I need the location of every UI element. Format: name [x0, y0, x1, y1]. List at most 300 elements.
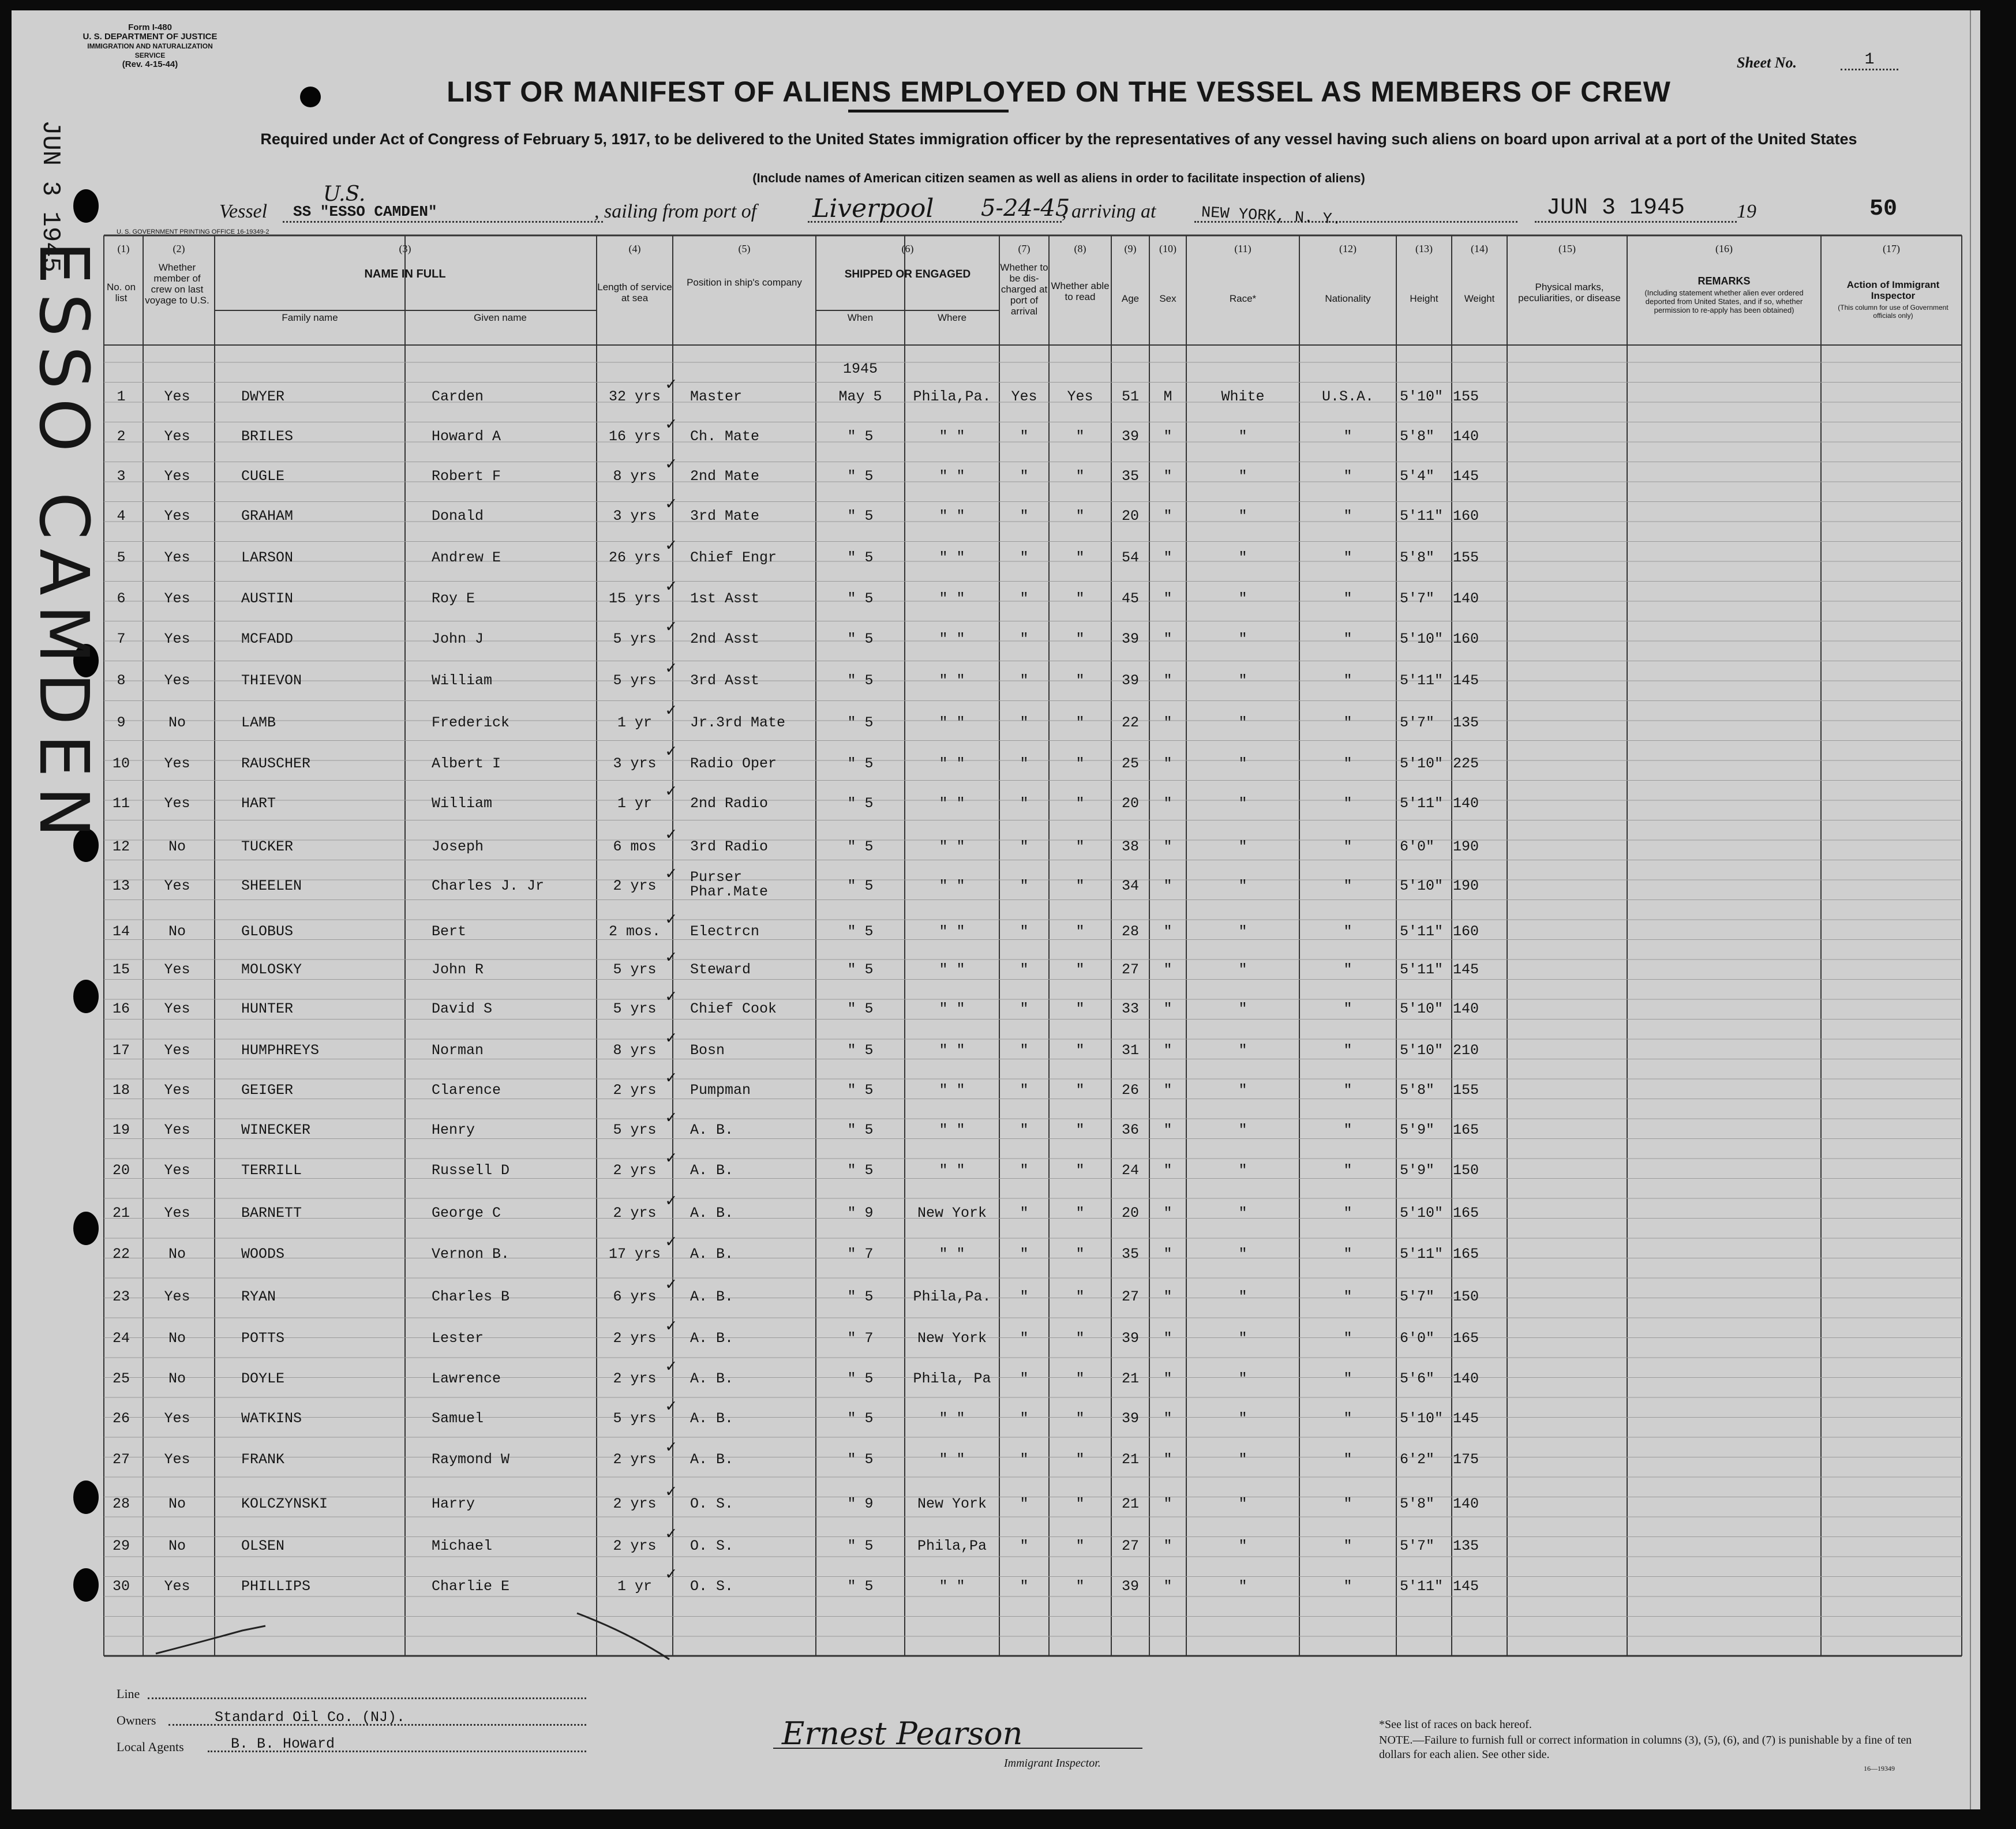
header-inspector-note: (This column for use of Government officials only) — [1838, 303, 1948, 320]
cell-sex: " — [1163, 838, 1172, 855]
cell-no: 11 — [112, 795, 130, 812]
cell-sex: " — [1163, 755, 1172, 772]
cell-race: " — [1238, 1000, 1247, 1017]
check-mark-icon: ✓ — [665, 1069, 677, 1089]
cell-race: " — [1238, 549, 1247, 566]
cell-position: Purser Phar.Mate — [690, 869, 769, 900]
manifest-sheet — [12, 10, 1980, 1809]
cell-service: 3 yrs — [613, 755, 657, 772]
cell-when: " 5 — [847, 961, 874, 978]
cell-when: " 5 — [847, 468, 874, 485]
cell-disch: " — [1020, 1496, 1029, 1512]
cell-sex: " — [1163, 1410, 1172, 1427]
cell-height: 5'11" — [1400, 508, 1444, 524]
cell-weight: 150 — [1453, 1162, 1479, 1179]
cell-race: " — [1238, 1082, 1247, 1099]
cell-age: 21 — [1121, 1496, 1139, 1512]
check-mark-icon: ✓ — [665, 659, 677, 679]
cell-service: 2 yrs — [613, 1082, 657, 1099]
cell-position: A. B. — [690, 1288, 734, 1305]
cell-given: William — [432, 795, 493, 812]
cell-disch: " — [1020, 714, 1029, 731]
cell-race: " — [1238, 1122, 1247, 1138]
cell-where: " " — [939, 1578, 965, 1595]
cell-disch: " — [1020, 468, 1029, 485]
cell-nat: " — [1343, 1538, 1352, 1554]
header-given-name: Given name — [474, 312, 527, 323]
cell-race: " — [1238, 508, 1247, 524]
cell-age: 33 — [1121, 1000, 1139, 1017]
cell-age: 31 — [1121, 1042, 1139, 1059]
cell-nat: " — [1343, 795, 1352, 812]
cell-sex: " — [1163, 1122, 1172, 1138]
cell-sex: " — [1163, 549, 1172, 566]
cell-family: TUCKER — [241, 838, 294, 855]
races-note: *See list of races on back hereof. — [1379, 1718, 1532, 1731]
cell-family: LAMB — [241, 714, 276, 731]
cell-weight: 160 — [1453, 508, 1479, 524]
cell-given: David S — [432, 1000, 493, 1017]
cell-when: " 5 — [847, 795, 874, 812]
cell-nat: " — [1343, 1205, 1352, 1221]
cell-race: " — [1238, 878, 1247, 894]
cell-age: 34 — [1121, 878, 1139, 894]
cell-nat: " — [1343, 631, 1352, 647]
cell-service: 2 yrs — [613, 1538, 657, 1554]
cell-read: Yes — [1067, 388, 1093, 405]
check-mark-icon: ✓ — [665, 782, 677, 802]
cell-disch: " — [1020, 923, 1029, 940]
cell-sex: M — [1163, 388, 1172, 405]
cell-nat: " — [1343, 1082, 1352, 1099]
cell-family: LARSON — [241, 549, 294, 566]
cell-service: 1 yr — [617, 714, 652, 731]
cell-no: 12 — [112, 838, 130, 855]
cell-prev: No — [168, 1370, 186, 1387]
cell-nat: " — [1343, 1246, 1352, 1262]
cell-given: Raymond W — [432, 1451, 510, 1468]
cell-when: " 5 — [847, 1042, 874, 1059]
cell-no: 27 — [112, 1451, 130, 1468]
cell-where: " " — [939, 631, 965, 647]
cell-service: 2 yrs — [613, 1451, 657, 1468]
cell-family: TERRILL — [241, 1162, 302, 1179]
cell-disch: " — [1020, 428, 1029, 445]
cell-no: 25 — [112, 1370, 130, 1387]
cell-age: 39 — [1121, 672, 1139, 689]
cell-family: DOYLE — [241, 1370, 285, 1387]
cell-family: DWYER — [241, 388, 285, 405]
cell-height: 5'7" — [1400, 1288, 1435, 1305]
cell-service: 1 yr — [617, 795, 652, 812]
cell-prev: Yes — [164, 590, 190, 607]
sailing-label: , sailing from port of — [594, 201, 757, 222]
check-mark-icon: ✓ — [665, 1276, 677, 1295]
column-number: (1) — [117, 243, 130, 254]
cell-weight: 160 — [1453, 923, 1479, 940]
cell-disch: " — [1020, 961, 1029, 978]
cell-age: 39 — [1121, 631, 1139, 647]
cell-service: 17 yrs — [608, 1246, 661, 1262]
check-mark-icon: ✓ — [665, 1192, 677, 1212]
cell-height: 5'8" — [1400, 1496, 1435, 1512]
cell-no: 30 — [112, 1578, 130, 1595]
cell-family: AUSTIN — [241, 590, 294, 607]
cell-height: 5'10" — [1400, 1042, 1444, 1059]
cell-weight: 145 — [1453, 1410, 1479, 1427]
cell-height: 5'10" — [1400, 755, 1444, 772]
cell-when: " 5 — [847, 1578, 874, 1595]
cell-sex: " — [1163, 1000, 1172, 1017]
cell-position: A. B. — [690, 1330, 734, 1347]
cell-race: " — [1238, 923, 1247, 940]
cell-read: " — [1076, 1042, 1085, 1059]
cell-read: " — [1076, 1451, 1085, 1468]
cell-family: RYAN — [241, 1288, 276, 1305]
cell-weight: 145 — [1453, 1578, 1479, 1595]
page-title: LIST OR MANIFEST OF ALIENS EMPLOYED ON THE VESSEL AS MEMBERS OF CREW — [447, 76, 1671, 108]
cell-where: Phila,Pa — [917, 1538, 987, 1554]
cell-age: 51 — [1121, 388, 1139, 405]
cell-disch: " — [1020, 795, 1029, 812]
cell-read: " — [1076, 1205, 1085, 1221]
cell-service: 8 yrs — [613, 1042, 657, 1059]
cell-no: 6 — [117, 590, 126, 607]
cell-when: " 5 — [847, 1288, 874, 1305]
cell-read: " — [1076, 1082, 1085, 1099]
cell-position: Chief Engr — [690, 549, 777, 566]
cell-where: Phila, Pa — [913, 1370, 991, 1387]
cell-nat: " — [1343, 838, 1352, 855]
cell-height: 5'10" — [1400, 1205, 1444, 1221]
header-sex: Sex — [1159, 293, 1176, 304]
cell-disch: " — [1020, 1288, 1029, 1305]
cell-when: " 5 — [847, 631, 874, 647]
check-mark-icon: ✓ — [665, 1438, 677, 1458]
column-number: (7) — [1018, 243, 1031, 254]
column-number: (13) — [1415, 243, 1433, 254]
cell-nat: " — [1343, 1162, 1352, 1179]
cell-sex: " — [1163, 508, 1172, 524]
cell-where: New York — [917, 1205, 987, 1221]
cell-weight: 140 — [1453, 1496, 1479, 1512]
agents-value: B. B. Howard — [231, 1736, 335, 1752]
cell-height: 5'10" — [1400, 631, 1444, 647]
header-physical-marks: Physical marks, peculiarities, or disease — [1518, 282, 1621, 303]
cell-position: Bosn — [690, 1042, 725, 1059]
flag-note: U.S. — [323, 182, 366, 206]
cell-race: " — [1238, 755, 1247, 772]
cell-age: 27 — [1121, 961, 1139, 978]
cell-prev: Yes — [164, 1410, 190, 1427]
cell-prev: Yes — [164, 755, 190, 772]
cell-race: White — [1221, 388, 1265, 405]
cell-service: 8 yrs — [613, 468, 657, 485]
cell-when: " 5 — [847, 428, 874, 445]
cell-prev: Yes — [164, 428, 190, 445]
header-shipped: SHIPPED OR ENGAGED — [844, 268, 971, 280]
cell-disch: " — [1020, 590, 1029, 607]
cell-nat: " — [1343, 1042, 1352, 1059]
cell-race: " — [1238, 1370, 1247, 1387]
cell-disch: " — [1020, 508, 1029, 524]
cell-nat: " — [1343, 468, 1352, 485]
cell-service: 2 yrs — [613, 878, 657, 894]
cell-given: John R — [432, 961, 484, 978]
cell-service: 26 yrs — [608, 549, 661, 566]
check-mark-icon: ✓ — [665, 1483, 677, 1502]
cell-given: Donald — [432, 508, 484, 524]
cell-position: A. B. — [690, 1246, 734, 1262]
year-note: 1945 — [842, 361, 878, 377]
header-no: No. on list — [106, 282, 136, 303]
year-label: 19 — [1737, 201, 1756, 222]
cell-sex: " — [1163, 714, 1172, 731]
check-mark-icon: ✓ — [665, 1565, 677, 1585]
cell-race: " — [1238, 631, 1247, 647]
cell-service: 2 yrs — [613, 1162, 657, 1179]
cell-given: Samuel — [432, 1410, 484, 1427]
cell-position: 2nd Mate — [690, 468, 760, 485]
cell-weight: 140 — [1453, 428, 1479, 445]
cell-family: WATKINS — [241, 1410, 302, 1427]
cell-no: 1 — [117, 388, 126, 405]
cell-family: SHEELEN — [241, 878, 302, 894]
cell-read: " — [1076, 795, 1085, 812]
cell-age: 20 — [1121, 508, 1139, 524]
cell-height: 5'10" — [1400, 878, 1444, 894]
cell-family: WINECKER — [241, 1122, 311, 1138]
cell-when: " 7 — [847, 1330, 874, 1347]
cell-nat: " — [1343, 1578, 1352, 1595]
cell-given: Andrew E — [432, 549, 501, 566]
cell-nat: " — [1343, 1330, 1352, 1347]
cell-weight: 140 — [1453, 1370, 1479, 1387]
cell-position: 2nd Radio — [690, 795, 769, 812]
header-age: Age — [1121, 293, 1140, 304]
cell-age: 39 — [1121, 1330, 1139, 1347]
header-weight: Weight — [1464, 293, 1495, 304]
department-name: U. S. DEPARTMENT OF JUSTICE — [83, 32, 218, 42]
cell-weight: 165 — [1453, 1122, 1479, 1138]
cell-race: " — [1238, 1410, 1247, 1427]
cell-position: 2nd Asst — [690, 631, 760, 647]
check-mark-icon: ✓ — [665, 1149, 677, 1169]
cell-prev: Yes — [164, 961, 190, 978]
cell-disch: Yes — [1011, 388, 1037, 405]
cell-prev: Yes — [164, 508, 190, 524]
service-name: IMMIGRATION AND NATURALIZATION SERVICE — [87, 42, 213, 59]
cell-service: 5 yrs — [613, 1000, 657, 1017]
cell-no: 22 — [112, 1246, 130, 1262]
cell-no: 5 — [117, 549, 126, 566]
cell-position: A. B. — [690, 1205, 734, 1221]
cell-sex: " — [1163, 468, 1172, 485]
check-mark-icon: ✓ — [665, 702, 677, 721]
header-able-to-read: Whether able to read — [1051, 280, 1110, 302]
cell-age: 22 — [1121, 714, 1139, 731]
cell-when: " 5 — [847, 1000, 874, 1017]
header-height: Height — [1410, 293, 1438, 304]
cell-service: 5 yrs — [613, 1122, 657, 1138]
cell-weight: 155 — [1453, 549, 1479, 566]
cell-sex: " — [1163, 1205, 1172, 1221]
cell-when: " 5 — [847, 1410, 874, 1427]
cell-age: 20 — [1121, 795, 1139, 812]
cell-nat: " — [1343, 878, 1352, 894]
cell-age: 36 — [1121, 1122, 1139, 1138]
cell-sex: " — [1163, 672, 1172, 689]
cell-read: " — [1076, 1370, 1085, 1387]
cell-position: A. B. — [690, 1451, 734, 1468]
cell-read: " — [1076, 508, 1085, 524]
cell-read: " — [1076, 1162, 1085, 1179]
header-service: Length of service at sea — [597, 282, 672, 303]
cell-race: " — [1238, 714, 1247, 731]
cell-position: 1st Asst — [690, 590, 760, 607]
cell-where: " " — [939, 1451, 965, 1468]
cell-age: 21 — [1121, 1370, 1139, 1387]
cell-read: " — [1076, 923, 1085, 940]
cell-read: " — [1076, 549, 1085, 566]
cell-height: 5'6" — [1400, 1370, 1435, 1387]
cell-sex: " — [1163, 795, 1172, 812]
cell-disch: " — [1020, 631, 1029, 647]
cell-given: Michael — [432, 1538, 493, 1554]
cell-prev: Yes — [164, 1082, 190, 1099]
cell-when: " 5 — [847, 672, 874, 689]
cell-where: " " — [939, 672, 965, 689]
cell-given: Charles B — [432, 1288, 510, 1305]
cell-family: FRANK — [241, 1451, 285, 1468]
cell-disch: " — [1020, 1578, 1029, 1595]
cell-age: 21 — [1121, 1451, 1139, 1468]
cell-weight: 140 — [1453, 1000, 1479, 1017]
column-number: (8) — [1074, 243, 1086, 254]
vessel-name: SS "ESSO CAMDEN" — [293, 203, 437, 220]
cell-where: " " — [939, 508, 965, 524]
cell-read: " — [1076, 838, 1085, 855]
column-number: (10) — [1159, 243, 1176, 254]
cell-position: Chief Cook — [690, 1000, 777, 1017]
cell-age: 24 — [1121, 1162, 1139, 1179]
cell-sex: " — [1163, 1042, 1172, 1059]
cell-read: " — [1076, 1288, 1085, 1305]
cell-disch: " — [1020, 1162, 1029, 1179]
cell-height: 5'7" — [1400, 1538, 1435, 1554]
form-revision: (Rev. 4-15-44) — [122, 59, 178, 69]
cell-no: 16 — [112, 1000, 130, 1017]
cell-sex: " — [1163, 631, 1172, 647]
cell-race: " — [1238, 468, 1247, 485]
cell-family: KOLCZYNSKI — [241, 1496, 328, 1512]
cell-disch: " — [1020, 1330, 1029, 1347]
check-mark-icon: ✓ — [665, 618, 677, 638]
cell-service: 5 yrs — [613, 961, 657, 978]
cell-race: " — [1238, 1246, 1247, 1262]
cell-height: 5'9" — [1400, 1162, 1435, 1179]
cell-position: Radio Oper — [690, 755, 777, 772]
cell-position: Master — [690, 388, 743, 405]
cell-sex: " — [1163, 1288, 1172, 1305]
cell-sex: " — [1163, 1246, 1172, 1262]
cell-read: " — [1076, 714, 1085, 731]
cell-disch: " — [1020, 1410, 1029, 1427]
cell-prev: Yes — [164, 795, 190, 812]
cell-weight: 190 — [1453, 878, 1479, 894]
owners-label: Owners — [117, 1713, 156, 1727]
cell-height: 5'7" — [1400, 590, 1435, 607]
cell-where: " " — [939, 1122, 965, 1138]
check-mark-icon: ✓ — [665, 1358, 677, 1377]
cell-age: 28 — [1121, 923, 1139, 940]
cell-weight: 135 — [1453, 714, 1479, 731]
cell-when: " 7 — [847, 1246, 874, 1262]
cell-race: " — [1238, 1496, 1247, 1512]
cell-age: 27 — [1121, 1288, 1139, 1305]
check-mark-icon: ✓ — [665, 826, 677, 845]
cell-where: " " — [939, 1410, 965, 1427]
cell-where: " " — [939, 1082, 965, 1099]
cell-family: MOLOSKY — [241, 961, 302, 978]
cell-family: CUGLE — [241, 468, 285, 485]
cell-given: Russell D — [432, 1162, 510, 1179]
side-date-stamp: JUN 3 1945 — [36, 120, 65, 273]
cell-prev: No — [168, 1496, 186, 1512]
cell-no: 19 — [112, 1122, 130, 1138]
cell-when: " 5 — [847, 1451, 874, 1468]
cell-disch: " — [1020, 878, 1029, 894]
cell-service: 2 yrs — [613, 1496, 657, 1512]
cell-when: " 9 — [847, 1496, 874, 1512]
cell-given: Clarence — [432, 1082, 501, 1099]
owners-value: Standard Oil Co. (NJ). — [215, 1709, 406, 1726]
cell-prev: Yes — [164, 672, 190, 689]
cell-read: " — [1076, 590, 1085, 607]
cell-prev: No — [168, 1246, 186, 1262]
cell-given: Charles J. Jr — [432, 878, 545, 894]
cell-family: GLOBUS — [241, 923, 294, 940]
cell-weight: 160 — [1453, 631, 1479, 647]
form-number: Form I-480 — [128, 23, 172, 32]
cell-family: OLSEN — [241, 1538, 285, 1554]
cell-prev: Yes — [164, 1205, 190, 1221]
cell-service: 5 yrs — [613, 1410, 657, 1427]
cell-where: Phila,Pa. — [913, 388, 991, 405]
cell-weight: 135 — [1453, 1538, 1479, 1554]
cell-given: John J — [432, 631, 484, 647]
cell-where: " " — [939, 428, 965, 445]
header-name: NAME IN FULL — [364, 268, 446, 280]
cell-sex: " — [1163, 1496, 1172, 1512]
column-number: (12) — [1339, 243, 1357, 254]
cell-age: 54 — [1121, 549, 1139, 566]
cell-read: " — [1076, 1496, 1085, 1512]
header-position: Position in ship's company — [687, 277, 802, 288]
cell-height: 5'11" — [1400, 1578, 1444, 1595]
cell-position: A. B. — [690, 1162, 734, 1179]
cell-prev: No — [168, 838, 186, 855]
cell-position: Electrcn — [690, 923, 760, 940]
arriving-label: , arriving at — [1062, 201, 1156, 222]
column-number: (16) — [1715, 243, 1733, 254]
cell-position: 3rd Mate — [690, 508, 760, 524]
column-number: (3) — [399, 243, 411, 254]
cell-weight: 145 — [1453, 961, 1479, 978]
cell-family: BARNETT — [241, 1205, 302, 1221]
cell-service: 15 yrs — [608, 590, 661, 607]
cell-sex: " — [1163, 923, 1172, 940]
